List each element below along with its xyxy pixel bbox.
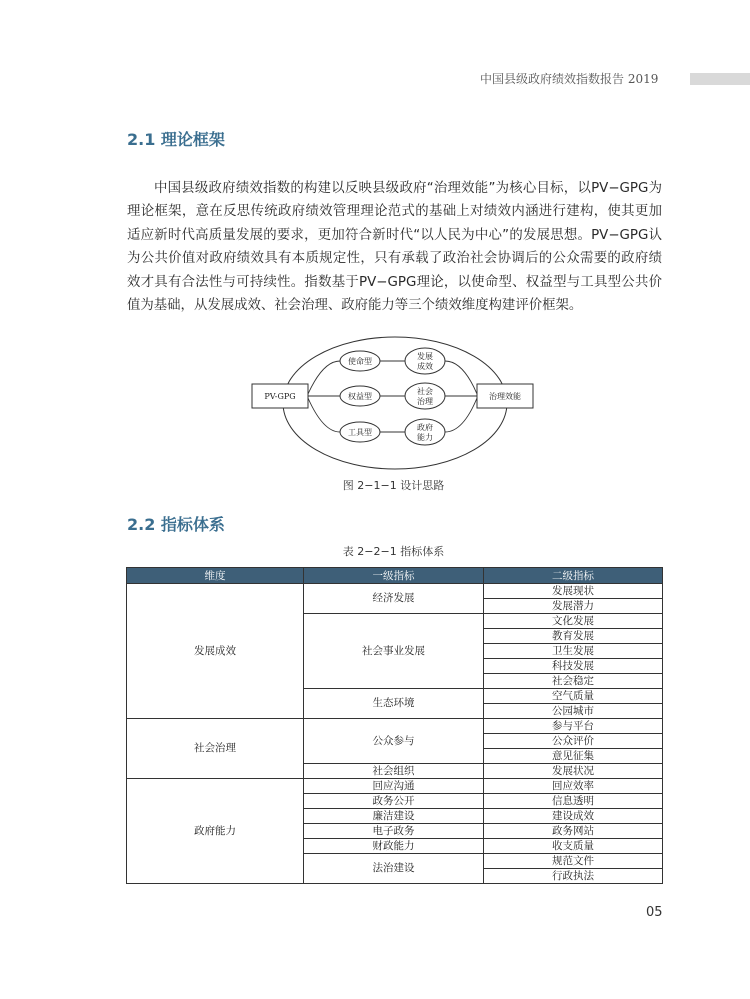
level1-cell: 社会事业发展 [304,614,484,689]
section-title-2: 2.2 指标体系 [127,515,225,534]
level2-cell: 文化发展 [484,614,663,629]
outer-ellipse [283,337,507,469]
connector-right-top [445,361,477,394]
level1-cell: 回应沟通 [304,779,484,794]
level2-cell: 公众评价 [484,734,663,749]
level2-cell: 教育发展 [484,629,663,644]
level1-cell: 经济发展 [304,584,484,614]
level2-cell: 卫生发展 [484,644,663,659]
dimension-cell: 政府能力 [127,779,304,884]
level1-cell: 财政能力 [304,839,484,854]
type-label-rights: 权益型 [348,392,372,401]
figure-caption: 图 2−1−1 设计思路 [342,479,445,492]
level2-cell: 回应效率 [484,779,663,794]
section-title-1: 2.1 理论框架 [127,130,225,149]
level1-cell: 法治建设 [304,854,484,884]
connector-left-top [308,361,340,394]
level2-cell: 行政执法 [484,869,663,884]
level2-cell: 参与平台 [484,719,663,734]
level2-cell: 空气质量 [484,689,663,704]
level1-cell: 社会组织 [304,764,484,779]
level1-cell: 生态环境 [304,689,484,719]
level2-cell: 科技发展 [484,659,663,674]
level2-cell: 建设成效 [484,809,663,824]
dim-label-social-2: 治理 [417,397,433,406]
level2-cell: 意见征集 [484,749,663,764]
header-dimension: 维度 [127,568,304,584]
level2-cell: 规范文件 [484,854,663,869]
table-header-row [127,568,663,584]
header-bar [690,73,750,85]
table-row [127,584,663,599]
type-label-tool: 工具型 [348,428,372,437]
dim-label-development-1: 发展 [417,352,433,361]
level2-cell: 政务网站 [484,824,663,839]
header-level2: 二级指标 [484,568,663,584]
page-number: 05 [646,905,663,920]
body-paragraph: 中国县级政府绩效指数的构建以反映县级政府“治理效能”为核心目标，以PV−GPG为理论框架，意在反思传统政府绩效管理理论范式的基础上对绩效内涵进行建构，使其更加适应新时代高质量发展的要求，更加符合新时代“以人民为中心”的发展思想。PV−GPG认为公共价值对政府绩效具有本质规定性，只有承载了政治社会协调后的公众需要的政府绩效才具有合法性与可持续性。指数基于PV−GPG理论，以使命型、权益型与工具型公共价值为基础，从发展成效、社会治理、政府能力等三个绩效维度构建评价框架。 [127,181,662,314]
design-diagram [245,336,545,471]
table-row [127,779,663,794]
dim-label-government-1: 政府 [417,423,433,432]
type-label-mission: 使命型 [348,357,372,366]
header-level1: 一级指标 [304,568,484,584]
level2-cell: 信息透明 [484,794,663,809]
governance-label: 治理效能 [489,392,521,401]
level2-cell: 发展潜力 [484,599,663,614]
level2-cell: 社会稳定 [484,674,663,689]
level1-cell: 公众参与 [304,719,484,764]
level1-cell: 廉洁建设 [304,809,484,824]
running-header: 中国县级政府绩效指数报告 2019 [480,72,659,86]
dim-label-government-2: 能力 [417,433,433,442]
level2-cell: 收支质量 [484,839,663,854]
indicator-table [126,567,663,884]
level2-cell: 发展现状 [484,584,663,599]
level1-cell: 电子政务 [304,824,484,839]
dimension-cell: 发展成效 [127,584,304,719]
connector-left-bottom [308,398,340,432]
table-row [127,719,663,734]
table-caption: 表 2−2−1 指标体系 [342,545,445,558]
dimension-cell: 社会治理 [127,719,304,779]
dim-label-social-1: 社会 [417,387,433,396]
level1-cell: 政务公开 [304,794,484,809]
connector-right-bottom [445,398,477,432]
dim-label-development-2: 成效 [417,362,433,371]
level2-cell: 发展状况 [484,764,663,779]
pvgpg-label: PV-GPG [264,392,296,401]
level2-cell: 公园城市 [484,704,663,719]
